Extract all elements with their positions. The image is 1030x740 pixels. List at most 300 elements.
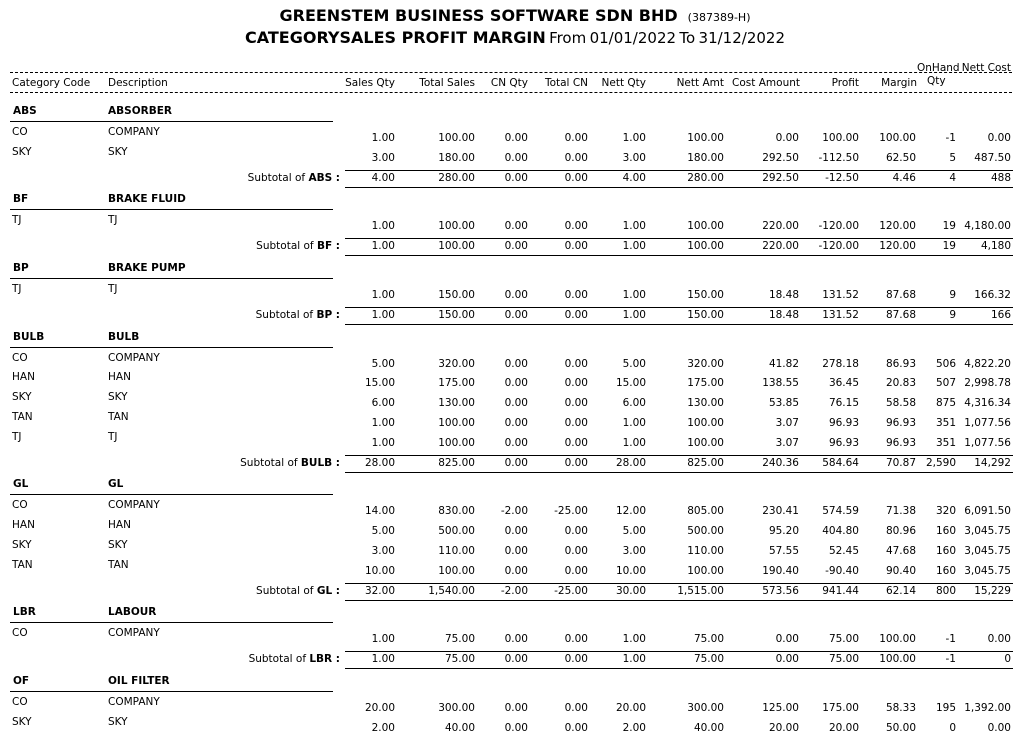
value-total-sales: 500.00 bbox=[438, 525, 475, 538]
value-nett-amt: 320.00 bbox=[687, 357, 724, 370]
to-date: 31/12/2022 bbox=[698, 29, 785, 47]
value-cn-qty: 0.00 bbox=[504, 357, 528, 370]
value-nett-cost: 4,822.20 bbox=[964, 357, 1011, 370]
row-code: SKY bbox=[12, 539, 32, 551]
value-cn-qty: 0.00 bbox=[504, 417, 528, 429]
subtotal-nett-amt: 100.00 bbox=[687, 240, 724, 253]
subtotal-onhand-qty: -1 bbox=[945, 653, 956, 666]
row-description: TJ bbox=[108, 283, 118, 295]
value-nett-amt: 100.00 bbox=[687, 132, 724, 144]
row-code: CO bbox=[12, 499, 28, 512]
value-margin: 87.68 bbox=[885, 289, 916, 301]
row-code: TAN bbox=[12, 411, 33, 423]
value-total-sales: 320.00 bbox=[438, 357, 475, 370]
value-nett-cost: 166.32 bbox=[974, 289, 1011, 301]
row-code: CO bbox=[12, 351, 28, 364]
value-onhand-qty: 160 bbox=[935, 545, 956, 557]
subtotal-cn-qty: 0.00 bbox=[504, 653, 528, 666]
subtotal-category-code: BULB : bbox=[300, 456, 340, 469]
col-header-total-cn: Total CN bbox=[544, 77, 588, 89]
subtotal-nett-qty: 30.00 bbox=[615, 584, 646, 597]
value-profit: 96.93 bbox=[828, 417, 859, 429]
value-onhand-qty: 9 bbox=[949, 289, 956, 301]
value-nett-qty: 1.00 bbox=[622, 132, 646, 144]
col-header-total-sales: Total Sales bbox=[419, 77, 475, 89]
value-nett-qty: 2.00 bbox=[622, 721, 646, 734]
value-nett-amt: 100.00 bbox=[687, 220, 724, 233]
report-title-header bbox=[0, 28, 1030, 47]
value-nett-qty: 1.00 bbox=[622, 220, 646, 233]
value-sales-qty: 5.00 bbox=[371, 525, 395, 538]
row-description: HAN bbox=[108, 371, 131, 384]
subtotal-label bbox=[200, 585, 340, 597]
value-cn-qty: 0.00 bbox=[504, 132, 528, 144]
value-total-cn: 0.00 bbox=[564, 633, 588, 646]
value-onhand-qty: 351 bbox=[935, 436, 956, 449]
subtotal-label-text: Subtotal of bbox=[248, 653, 310, 666]
value-nett-cost: 487.50 bbox=[974, 151, 1011, 164]
category-underline bbox=[10, 494, 333, 495]
value-cost-amount: 3.07 bbox=[775, 436, 799, 449]
row-description: COMPANY bbox=[108, 499, 160, 512]
subtotal-nett-cost: 488 bbox=[990, 171, 1011, 184]
subtotal-sales-qty: 1.00 bbox=[371, 308, 395, 321]
subtotal-profit: 131.52 bbox=[822, 308, 859, 321]
subtotal-category-code: BF : bbox=[316, 240, 340, 253]
value-cn-qty: 0.00 bbox=[504, 525, 528, 538]
value-cost-amount: 95.20 bbox=[768, 525, 799, 538]
value-margin: 20.83 bbox=[885, 377, 916, 390]
subtotal-nett-qty: 4.00 bbox=[622, 171, 646, 184]
value-cost-amount: 125.00 bbox=[762, 702, 799, 714]
value-cn-qty: 0.00 bbox=[504, 289, 528, 301]
value-nett-qty: 1.00 bbox=[622, 417, 646, 429]
subtotal-label-text: Subtotal of bbox=[256, 584, 317, 597]
value-sales-qty: 15.00 bbox=[364, 377, 395, 390]
value-sales-qty: 1.00 bbox=[371, 132, 395, 144]
subtotal-category-code: BP : bbox=[316, 308, 340, 321]
col-header-nett-amt: Nett Amt bbox=[676, 77, 724, 89]
value-nett-qty: 3.00 bbox=[622, 151, 646, 164]
report-company-header bbox=[0, 6, 1030, 25]
value-profit: 36.45 bbox=[828, 377, 859, 390]
subtotal-total-sales: 280.00 bbox=[438, 171, 475, 184]
subtotal-total-cn: 0.00 bbox=[564, 171, 588, 184]
value-nett-cost: 0.00 bbox=[987, 633, 1011, 646]
value-nett-qty: 10.00 bbox=[615, 564, 646, 577]
value-total-cn: 0.00 bbox=[564, 220, 588, 233]
company-name: GREENSTEM BUSINESS SOFTWARE SDN BHD bbox=[279, 6, 678, 25]
value-total-sales: 40.00 bbox=[444, 721, 475, 734]
subtotal-category-code: ABS : bbox=[308, 171, 340, 184]
value-sales-qty: 20.00 bbox=[364, 702, 395, 714]
value-total-cn: 0.00 bbox=[564, 564, 588, 577]
value-nett-amt: 100.00 bbox=[687, 436, 724, 449]
subtotal-cost-amount: 292.50 bbox=[762, 171, 799, 184]
subtotal-cost-amount: 573.56 bbox=[762, 584, 799, 597]
value-onhand-qty: 195 bbox=[935, 702, 956, 714]
subtotal-cn-qty: 0.00 bbox=[504, 308, 528, 321]
value-sales-qty: 14.00 bbox=[364, 505, 395, 518]
value-cost-amount: 57.55 bbox=[768, 545, 799, 557]
col-header-nett-cost: Nett Cost bbox=[961, 62, 1011, 74]
subtotal-bottom-line bbox=[345, 187, 1013, 188]
value-total-sales: 110.00 bbox=[438, 545, 475, 557]
value-cn-qty: 0.00 bbox=[504, 220, 528, 233]
subtotal-label bbox=[200, 240, 340, 252]
value-total-sales: 175.00 bbox=[438, 377, 475, 390]
subtotal-profit: 75.00 bbox=[828, 653, 859, 666]
value-nett-amt: 180.00 bbox=[687, 151, 724, 164]
subtotal-cost-amount: 0.00 bbox=[775, 653, 799, 666]
row-code: HAN bbox=[12, 519, 35, 532]
value-onhand-qty: -1 bbox=[945, 132, 956, 144]
subtotal-profit: -12.50 bbox=[825, 171, 859, 184]
subtotal-sales-qty: 1.00 bbox=[371, 240, 395, 253]
subtotal-margin: 70.87 bbox=[885, 456, 916, 469]
subtotal-label bbox=[200, 309, 340, 321]
subtotal-cn-qty: -2.00 bbox=[500, 584, 528, 597]
subtotal-onhand-qty: 800 bbox=[935, 584, 956, 597]
value-margin: 80.96 bbox=[885, 525, 916, 538]
value-total-cn: 0.00 bbox=[564, 151, 588, 164]
value-cost-amount: 41.82 bbox=[768, 357, 799, 370]
value-cost-amount: 0.00 bbox=[775, 633, 799, 646]
value-nett-cost: 3,045.75 bbox=[964, 525, 1011, 538]
value-nett-cost: 4,316.34 bbox=[964, 397, 1011, 410]
value-onhand-qty: 0 bbox=[949, 721, 956, 734]
subtotal-label-text: Subtotal of bbox=[255, 308, 317, 321]
value-nett-cost: 1,077.56 bbox=[964, 436, 1011, 449]
value-sales-qty: 3.00 bbox=[371, 545, 395, 557]
value-total-cn: 0.00 bbox=[564, 357, 588, 370]
value-margin: 62.50 bbox=[885, 151, 916, 164]
value-nett-cost: 2,998.78 bbox=[964, 377, 1011, 390]
category-code: OF bbox=[13, 675, 30, 687]
value-cn-qty: 0.00 bbox=[504, 545, 528, 557]
value-nett-qty: 5.00 bbox=[622, 525, 646, 538]
subtotal-label-text: Subtotal of bbox=[240, 456, 301, 469]
value-total-cn: 0.00 bbox=[564, 702, 588, 714]
category-code: BP bbox=[13, 262, 29, 274]
value-profit: 76.15 bbox=[828, 397, 859, 410]
value-cn-qty: 0.00 bbox=[504, 436, 528, 449]
value-total-sales: 100.00 bbox=[438, 132, 475, 144]
value-total-cn: 0.00 bbox=[564, 525, 588, 538]
subtotal-onhand-qty: 4 bbox=[949, 171, 956, 184]
value-profit: 574.59 bbox=[822, 505, 859, 518]
subtotal-bottom-line bbox=[345, 324, 1013, 325]
value-cost-amount: 0.00 bbox=[775, 132, 799, 144]
subtotal-nett-cost: 0 bbox=[1004, 653, 1011, 666]
value-cost-amount: 230.41 bbox=[762, 505, 799, 518]
col-header-cost-amount: Cost Amount bbox=[732, 77, 800, 89]
row-code: CO bbox=[12, 696, 28, 708]
value-margin: 100.00 bbox=[879, 633, 916, 646]
row-code: TAN bbox=[12, 558, 33, 571]
subtotal-onhand-qty: 9 bbox=[949, 308, 956, 321]
category-underline bbox=[10, 691, 333, 692]
subtotal-sales-qty: 28.00 bbox=[364, 456, 395, 469]
value-nett-cost: 3,045.75 bbox=[964, 564, 1011, 577]
value-sales-qty: 3.00 bbox=[371, 151, 395, 164]
row-description: COMPANY bbox=[108, 627, 160, 640]
value-margin: 120.00 bbox=[879, 220, 916, 233]
value-total-sales: 150.00 bbox=[438, 289, 475, 301]
category-underline bbox=[10, 622, 333, 623]
subtotal-nett-qty: 1.00 bbox=[622, 308, 646, 321]
subtotal-bottom-line bbox=[345, 600, 1013, 601]
value-nett-amt: 130.00 bbox=[687, 397, 724, 410]
category-code: GL bbox=[13, 478, 29, 491]
value-nett-amt: 300.00 bbox=[687, 702, 724, 714]
subtotal-category-code: GL : bbox=[316, 584, 340, 597]
value-total-sales: 300.00 bbox=[438, 702, 475, 714]
subtotal-total-cn: 0.00 bbox=[564, 456, 588, 469]
value-nett-amt: 150.00 bbox=[687, 289, 724, 301]
subtotal-label-text: Subtotal of bbox=[256, 240, 317, 253]
row-description: SKY bbox=[108, 145, 128, 158]
col-header-description: Description bbox=[108, 77, 168, 89]
value-margin: 86.93 bbox=[885, 357, 916, 370]
value-total-sales: 100.00 bbox=[438, 436, 475, 449]
subtotal-nett-qty: 28.00 bbox=[615, 456, 646, 469]
value-nett-cost: 1,077.56 bbox=[964, 417, 1011, 429]
category-underline bbox=[10, 121, 333, 122]
to-label: To bbox=[679, 29, 696, 47]
value-total-sales: 100.00 bbox=[438, 417, 475, 429]
value-nett-amt: 500.00 bbox=[687, 525, 724, 538]
value-margin: 47.68 bbox=[885, 545, 916, 557]
subtotal-nett-qty: 1.00 bbox=[622, 653, 646, 666]
value-nett-qty: 1.00 bbox=[622, 436, 646, 449]
from-label: From bbox=[549, 29, 587, 47]
value-total-cn: 0.00 bbox=[564, 545, 588, 557]
value-sales-qty: 10.00 bbox=[364, 564, 395, 577]
value-profit: 75.00 bbox=[828, 633, 859, 646]
value-nett-qty: 12.00 bbox=[615, 505, 646, 518]
subtotal-nett-amt: 1,515.00 bbox=[677, 584, 724, 597]
value-profit: 100.00 bbox=[822, 132, 859, 144]
value-nett-amt: 100.00 bbox=[687, 564, 724, 577]
category-code: ABS bbox=[13, 105, 37, 117]
col-header-nett-qty: Nett Qty bbox=[601, 77, 646, 89]
subtotal-cn-qty: 0.00 bbox=[504, 456, 528, 469]
value-margin: 71.38 bbox=[885, 505, 916, 518]
subtotal-total-sales: 1,540.00 bbox=[428, 584, 475, 597]
value-sales-qty: 1.00 bbox=[371, 436, 395, 449]
subtotal-profit: 584.64 bbox=[822, 456, 859, 469]
row-description: TJ bbox=[108, 214, 118, 227]
value-profit: 175.00 bbox=[822, 702, 859, 714]
value-margin: 96.93 bbox=[885, 417, 916, 429]
row-description: TAN bbox=[108, 558, 129, 571]
value-nett-cost: 3,045.75 bbox=[964, 545, 1011, 557]
category-description: BRAKE PUMP bbox=[108, 262, 186, 274]
company-reg-no: (387389-H) bbox=[687, 11, 751, 24]
subtotal-top-line bbox=[345, 170, 1013, 171]
subtotal-label-text: Subtotal of bbox=[247, 171, 309, 184]
subtotal-total-sales: 75.00 bbox=[444, 653, 475, 666]
value-profit: 96.93 bbox=[828, 436, 859, 449]
value-cost-amount: 3.07 bbox=[775, 417, 799, 429]
subtotal-label bbox=[200, 653, 340, 665]
subtotal-margin: 62.14 bbox=[885, 584, 916, 597]
value-margin: 100.00 bbox=[879, 132, 916, 144]
value-total-sales: 180.00 bbox=[438, 151, 475, 164]
subtotal-cn-qty: 0.00 bbox=[504, 240, 528, 253]
category-description: LABOUR bbox=[108, 606, 157, 619]
value-total-cn: 0.00 bbox=[564, 436, 588, 449]
category-underline bbox=[10, 209, 333, 210]
value-total-sales: 100.00 bbox=[438, 564, 475, 577]
value-onhand-qty: 5 bbox=[949, 151, 956, 164]
subtotal-sales-qty: 4.00 bbox=[371, 171, 395, 184]
row-description: TAN bbox=[108, 411, 129, 423]
category-description: GL bbox=[108, 478, 124, 491]
subtotal-top-line bbox=[345, 455, 1013, 456]
value-margin: 58.58 bbox=[885, 397, 916, 410]
subtotal-label bbox=[200, 457, 340, 469]
row-code: SKY bbox=[12, 145, 32, 158]
value-onhand-qty: 160 bbox=[935, 564, 956, 577]
value-cn-qty: 0.00 bbox=[504, 721, 528, 734]
value-nett-qty: 1.00 bbox=[622, 633, 646, 646]
col-header-profit: Profit bbox=[831, 77, 859, 89]
value-nett-qty: 1.00 bbox=[622, 289, 646, 301]
subtotal-total-cn: -25.00 bbox=[554, 584, 588, 597]
subtotal-total-cn: 0.00 bbox=[564, 240, 588, 253]
subtotal-bottom-line bbox=[345, 668, 1013, 669]
value-cn-qty: 0.00 bbox=[504, 633, 528, 646]
subtotal-margin: 120.00 bbox=[879, 240, 916, 253]
category-code: BF bbox=[13, 193, 29, 206]
value-profit: -90.40 bbox=[825, 564, 859, 577]
subtotal-nett-amt: 825.00 bbox=[687, 456, 724, 469]
row-description: SKY bbox=[108, 391, 128, 404]
subtotal-total-sales: 825.00 bbox=[438, 456, 475, 469]
value-nett-cost: 6,091.50 bbox=[964, 505, 1011, 518]
row-description: COMPANY bbox=[108, 351, 160, 364]
value-total-sales: 100.00 bbox=[438, 220, 475, 233]
value-cost-amount: 292.50 bbox=[762, 151, 799, 164]
subtotal-label bbox=[200, 172, 340, 184]
subtotal-sales-qty: 32.00 bbox=[364, 584, 395, 597]
value-onhand-qty: 320 bbox=[935, 505, 956, 518]
value-margin: 50.00 bbox=[885, 721, 916, 734]
subtotal-cost-amount: 18.48 bbox=[768, 308, 799, 321]
subtotal-total-cn: 0.00 bbox=[564, 308, 588, 321]
col-header-onhand: OnHand bbox=[917, 62, 960, 74]
value-profit: 20.00 bbox=[828, 721, 859, 734]
value-margin: 90.40 bbox=[885, 564, 916, 577]
subtotal-cost-amount: 240.36 bbox=[762, 456, 799, 469]
value-onhand-qty: 507 bbox=[935, 377, 956, 390]
value-cn-qty: 0.00 bbox=[504, 151, 528, 164]
value-nett-qty: 20.00 bbox=[615, 702, 646, 714]
value-nett-qty: 3.00 bbox=[622, 545, 646, 557]
row-code: TJ bbox=[12, 430, 22, 443]
value-profit: -120.00 bbox=[818, 220, 859, 233]
category-code: LBR bbox=[13, 606, 36, 619]
col-header-sales-qty: Sales Qty bbox=[345, 77, 395, 89]
value-sales-qty: 1.00 bbox=[371, 289, 395, 301]
value-onhand-qty: 875 bbox=[935, 397, 956, 410]
value-onhand-qty: 160 bbox=[935, 525, 956, 538]
value-nett-qty: 15.00 bbox=[615, 377, 646, 390]
value-total-sales: 75.00 bbox=[444, 633, 475, 646]
header-top-divider bbox=[10, 72, 1012, 73]
category-code: BULB bbox=[13, 330, 45, 343]
subtotal-bottom-line bbox=[345, 255, 1013, 256]
row-description: COMPANY bbox=[108, 126, 160, 138]
col-header-cn-qty: CN Qty bbox=[490, 77, 528, 89]
subtotal-margin: 87.68 bbox=[885, 308, 916, 321]
value-sales-qty: 6.00 bbox=[371, 397, 395, 410]
subtotal-category-code: LBR : bbox=[309, 653, 340, 666]
value-cost-amount: 20.00 bbox=[768, 721, 799, 734]
value-onhand-qty: -1 bbox=[945, 633, 956, 646]
value-cn-qty: -2.00 bbox=[500, 505, 528, 518]
value-profit: 52.45 bbox=[828, 545, 859, 557]
subtotal-nett-cost: 166 bbox=[990, 308, 1011, 321]
value-cost-amount: 138.55 bbox=[762, 377, 799, 390]
row-code: CO bbox=[12, 126, 28, 138]
row-description: HAN bbox=[108, 519, 131, 532]
row-description: SKY bbox=[108, 539, 128, 551]
value-total-cn: -25.00 bbox=[554, 505, 588, 518]
value-nett-amt: 175.00 bbox=[687, 377, 724, 390]
value-cn-qty: 0.00 bbox=[504, 564, 528, 577]
row-description: SKY bbox=[108, 715, 128, 728]
col-header-margin: Margin bbox=[881, 77, 917, 89]
category-description: BRAKE FLUID bbox=[108, 193, 186, 206]
subtotal-nett-amt: 280.00 bbox=[687, 171, 724, 184]
value-nett-amt: 40.00 bbox=[693, 721, 724, 734]
value-profit: 404.80 bbox=[822, 525, 859, 538]
value-onhand-qty: 351 bbox=[935, 417, 956, 429]
subtotal-profit: -120.00 bbox=[818, 240, 859, 253]
header-bottom-divider bbox=[10, 92, 1012, 93]
subtotal-nett-amt: 75.00 bbox=[693, 653, 724, 666]
subtotal-nett-cost: 4,180 bbox=[980, 240, 1011, 253]
value-total-sales: 830.00 bbox=[438, 505, 475, 518]
value-nett-qty: 6.00 bbox=[622, 397, 646, 410]
subtotal-nett-cost: 14,292 bbox=[974, 456, 1011, 469]
value-sales-qty: 1.00 bbox=[371, 417, 395, 429]
value-nett-amt: 75.00 bbox=[693, 633, 724, 646]
value-total-cn: 0.00 bbox=[564, 289, 588, 301]
from-date: 01/01/2022 bbox=[589, 29, 677, 47]
value-profit: 131.52 bbox=[822, 289, 859, 301]
subtotal-nett-cost: 15,229 bbox=[974, 584, 1011, 597]
subtotal-sales-qty: 1.00 bbox=[371, 653, 395, 666]
row-code: SKY bbox=[12, 391, 32, 404]
row-description: COMPANY bbox=[108, 696, 160, 708]
value-sales-qty: 5.00 bbox=[371, 357, 395, 370]
col-header-category-code: Category Code bbox=[12, 77, 91, 89]
value-nett-amt: 100.00 bbox=[687, 417, 724, 429]
value-total-cn: 0.00 bbox=[564, 397, 588, 410]
subtotal-onhand-qty: 2,590 bbox=[925, 456, 956, 469]
value-nett-cost: 0.00 bbox=[987, 721, 1011, 734]
subtotal-cost-amount: 220.00 bbox=[762, 240, 799, 253]
subtotal-nett-amt: 150.00 bbox=[687, 308, 724, 321]
category-description: ABSORBER bbox=[108, 105, 172, 117]
value-sales-qty: 2.00 bbox=[371, 721, 395, 734]
value-cn-qty: 0.00 bbox=[504, 702, 528, 714]
subtotal-profit: 941.44 bbox=[822, 584, 859, 597]
